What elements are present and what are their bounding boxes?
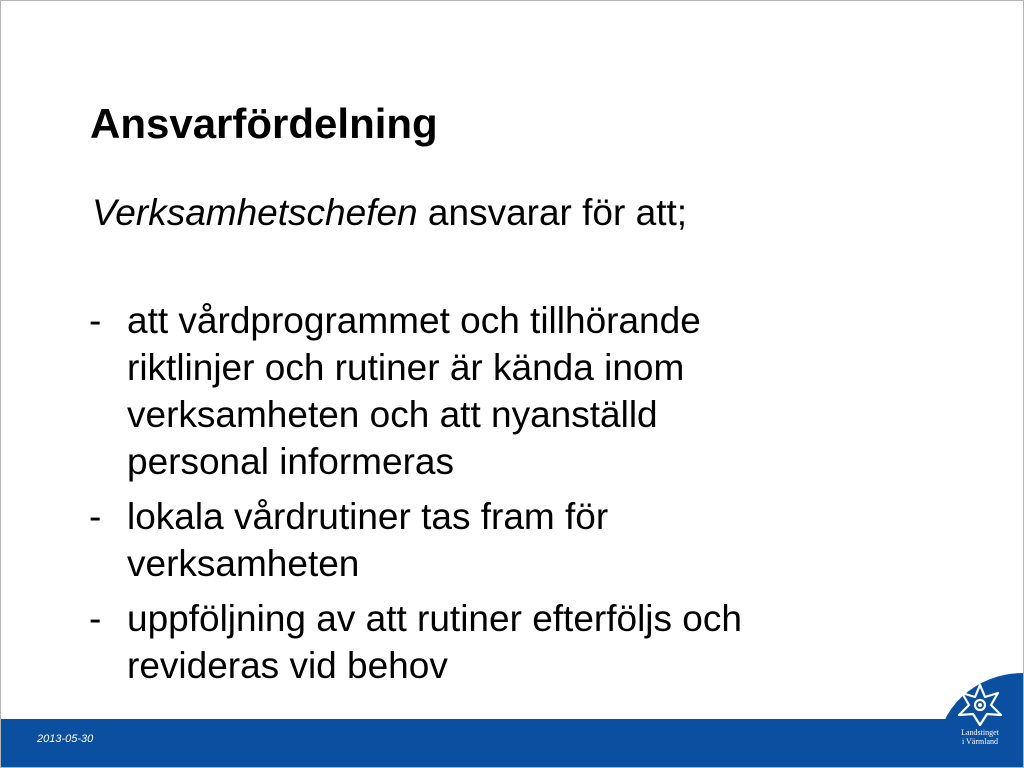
bullet-item [89, 595, 889, 689]
footer-bar [1, 719, 1023, 767]
bullet-line: uppföljning av att rutiner efterföljs och [127, 598, 742, 639]
bullet-line: riktlinjer och rutiner är kända inom [127, 347, 685, 388]
slide-title: Ansvarfördelning [90, 100, 438, 147]
landstinget-logo [937, 673, 1023, 767]
intro-rest: ansvarar för att; [427, 192, 688, 233]
bullet-marker: - [89, 496, 102, 537]
bullet-line: revideras vid behov [127, 645, 448, 686]
intro-line [92, 190, 687, 236]
logo-line-2: i Värmland [961, 737, 999, 746]
intro-emphasis: Verksamhetschefen [92, 192, 418, 233]
bullet-line: lokala vårdrutiner tas fram för [127, 496, 609, 537]
bullet-line: verksamheten och att nyanställd [127, 394, 658, 435]
bullet-list [89, 297, 889, 697]
bullet-item [89, 493, 889, 587]
bullet-line: att vårdprogrammet och tillhörande [127, 300, 701, 341]
logo-text [937, 728, 1023, 746]
bullet-marker: - [89, 598, 102, 639]
bullet-line: personal informeras [127, 441, 454, 482]
logo-line-1: Landstinget [961, 728, 999, 737]
bullet-line: verksamheten [127, 543, 360, 584]
footer-date: 2013-05-30 [37, 733, 94, 745]
star-flower-icon [956, 683, 1004, 727]
bullet-marker: - [89, 300, 102, 341]
bullet-item [89, 297, 889, 485]
